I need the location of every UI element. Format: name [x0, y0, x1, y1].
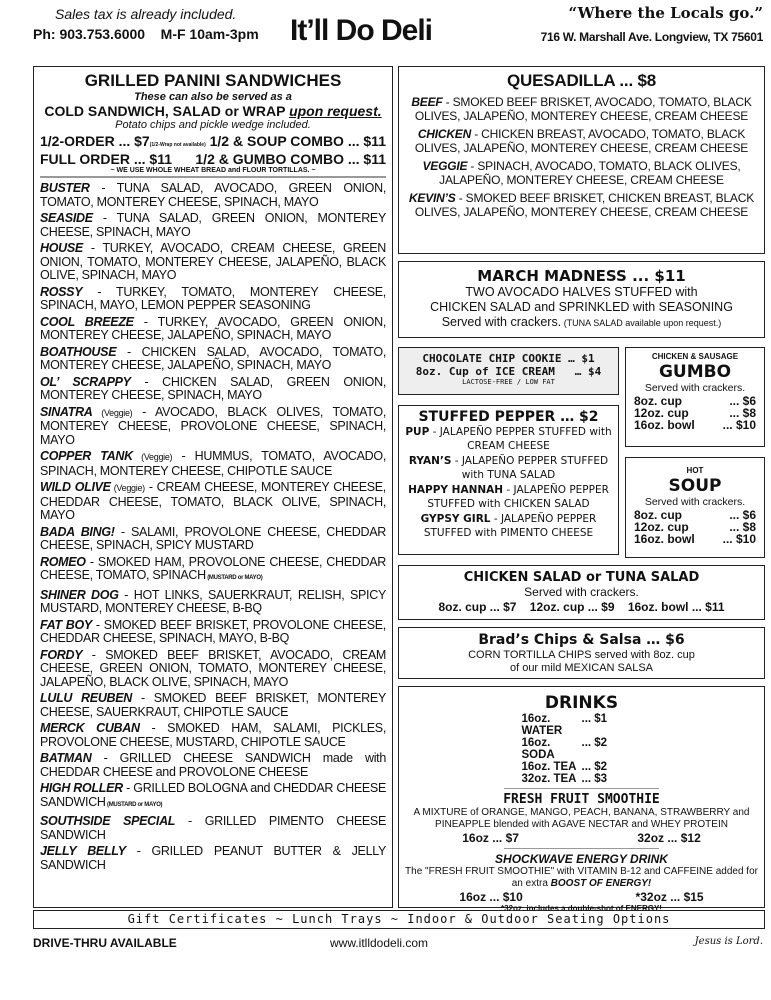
energy-note: *32oz. includes a double-shot of ENERGY! — [501, 904, 662, 913]
served-note: Served with crackers. — [644, 496, 746, 508]
sandwich-item — [40, 526, 386, 553]
item-name: MERCK CUBAN — [40, 721, 140, 735]
smoothie-title: FRESH FRUIT SMOOTHIE — [503, 792, 660, 807]
sandwich-item — [40, 212, 386, 239]
item-name: HOUSE — [40, 241, 83, 255]
march-madness-section — [398, 261, 765, 338]
veggie-tag: (Veggie) — [132, 452, 173, 462]
chips-note: Potato chips and pickle wedge included. — [115, 119, 311, 131]
energy-boost: BOOST OF ENERGY! — [550, 878, 652, 889]
stuffed-pepper-section — [398, 405, 619, 555]
sandwich-item — [40, 406, 386, 448]
drink-price: ... $2 — [581, 737, 608, 749]
item-desc: - CREAM CHEESE, MONTEREY CHEESE, CHEDDAR CHEESE, TOMATO, BLACK OLIVE, SPINACH, MAYO — [40, 480, 386, 522]
item-desc: - SMOKED BEEF BRISKET, AVOCADO, CREAM CHEESE, GREEN ONION, TOMATO, MONTEREY CHEESE, JALAPEÑO, BLACK OLIVE, SPINACH, MAYO — [40, 647, 386, 689]
item-name: SEASIDE — [40, 211, 93, 225]
cold-option — [40, 103, 386, 119]
item-name: FAT BOY — [40, 617, 92, 632]
item-desc: - SMOKED BEEF BRISKET, AVOCADO, TOMATO, BLACK OLIVES, JALAPEÑO, MONTEREY CHEESE, CREAM CHEESE — [414, 95, 752, 123]
services-bar: Gift Certificates ~ Lunch Trays ~ Indoor & Outdoor Seating Options — [33, 910, 765, 929]
item-name: OL’ SCRAPPY — [40, 374, 131, 389]
size-list — [634, 509, 756, 545]
item-desc: - SMOKED BEEF BRISKET, PROVOLONE CHEESE, CHEDDAR CHEESE, SPINACH, MAYO, B-BQ — [40, 617, 386, 645]
section-title: MARCH MADNESS ... $11 — [477, 267, 686, 285]
half-price: 1/2-ORDER ... $7 — [40, 133, 150, 149]
item-name: JELLY BELLY — [40, 844, 126, 858]
sauce-note: (MUSTARD or MAYO) — [105, 801, 163, 808]
item-desc: - SALAMI, PROVOLONE CHEESE, CHEDDAR CHEESE, SPINACH, SPICY MUSTARD — [40, 524, 386, 552]
full-price: FULL ORDER ... $11 — [40, 151, 172, 167]
drive-thru: DRIVE-THRU AVAILABLE — [33, 936, 177, 950]
section-title: GRILLED PANINI SANDWICHES — [84, 71, 342, 90]
pepper-list — [403, 426, 614, 540]
drinks-section — [398, 686, 765, 913]
item-name: CHICKEN — [417, 127, 472, 141]
served-note: Served with crackers. — [644, 382, 746, 394]
website-link[interactable]: www.itlldodeli.com — [330, 936, 429, 950]
item-desc: - CHICKEN BREAST, AVOCADO, TOMATO, BLACK OLIVES, JALAPEÑO, MONTEREY CHEESE, CREAM CHEESE — [414, 127, 749, 155]
smoothie-desc: A MIXTURE of ORANGE, MANGO, PEACH, BANANA, STRAWBERRY and PINEAPPLE blended with AGAVE NECTAR and WHEY PROTEIN — [413, 807, 750, 830]
soup-pre: HOT — [686, 466, 704, 475]
chips-section — [398, 627, 765, 679]
size-price: ... $6 — [729, 508, 756, 522]
drink-price: ... $1 — [581, 713, 608, 725]
soup-combo: 1/2 & SOUP COMBO ... $11 — [209, 133, 386, 149]
quesadilla-item — [403, 159, 760, 187]
hours: M-F 10am-3pm — [160, 26, 259, 42]
item-name: BEEF — [411, 95, 443, 109]
sandwich-item — [40, 182, 386, 209]
desc-line: CHICKEN SALAD and SPRINKLED with SEASONING — [430, 300, 733, 314]
item-desc: - JALAPEÑO PEPPER STUFFED with CHICKEN SALAD — [427, 484, 609, 510]
gumbo-pre: CHICKEN & SAUSAGE — [651, 352, 739, 361]
quesadilla-section — [398, 66, 765, 254]
pepper-item — [403, 484, 614, 511]
item-name: GYPSY GIRL — [420, 513, 491, 525]
item-name: ROMEO — [40, 554, 86, 569]
item-name: COPPER TANK — [40, 449, 133, 463]
veggie-tag: (Veggie) — [110, 483, 145, 493]
divider — [504, 848, 659, 849]
drink-price: ... $2 — [581, 761, 608, 773]
sandwich-item — [40, 556, 386, 586]
item-desc: - TUNA SALAD, GREEN ONION, MONTEREY CHEESE, SPINACH, MAYO — [40, 211, 386, 239]
desc-line: CORN TORTILLA CHIPS served with 8oz. cup — [468, 649, 695, 661]
item-name: LULU REUBEN — [40, 691, 133, 705]
quesadilla-item — [403, 191, 760, 219]
section-title: CHICKEN SALAD or TUNA SALAD — [463, 570, 700, 585]
salad-section — [398, 565, 765, 620]
item-desc: - AVOCADO, BLACK OLIVES, TOMATO, MONTEREY CHEESE, PROVOLONE CHEESE, SPINACH, MAYO — [40, 404, 386, 447]
tagline: “Where the Locals go.” — [568, 4, 763, 22]
section-title: GUMBO — [658, 362, 732, 382]
sandwich-item — [40, 286, 386, 313]
served-note: Served with crackers. — [524, 585, 639, 599]
quesadilla-item — [403, 95, 760, 123]
section-title: DRINKS — [544, 693, 619, 713]
item-desc: - JALAPEÑO PEPPER STUFFED with CREAM CHEESE — [429, 426, 612, 452]
energy-32oz: *32oz ... $15 — [635, 890, 704, 904]
dessert-section — [398, 347, 619, 395]
sandwich-item — [40, 589, 386, 616]
desc-line: TWO AVOCADO HALVES STUFFED with — [465, 285, 698, 299]
sandwich-list — [40, 182, 386, 872]
item-desc: - SMOKED HAM, SALAMI, PICKLES, PROVOLONE CHEESE, MUSTARD, CHIPOTLE SAUCE — [40, 721, 387, 749]
smoothie-32oz: 32oz ... $12 — [637, 831, 701, 845]
sandwich-item — [40, 815, 386, 842]
size-price: ... $10 — [722, 532, 756, 546]
salad-prices: 8oz. cup ... $7 12oz. cup ... $9 16oz. bowl ... $11 — [438, 600, 725, 614]
sandwich-item — [40, 752, 386, 779]
panini-section — [33, 66, 393, 908]
size-label: 12oz. cup — [634, 520, 689, 534]
size-label: 8oz. cup — [634, 394, 683, 408]
item-desc: - HUMMUS, TOMATO, AVOCADO, SPINACH, MONTEREY CHEESE, CHIPOTLE SAUCE — [40, 449, 386, 478]
item-desc: - CHICKEN SALAD, AVOCADO, TOMATO, MONTEREY CHEESE, JALAPEÑO, SPINACH, MAYO — [40, 344, 386, 372]
item-name: HIGH ROLLER — [40, 781, 123, 795]
veggie-tag: (Veggie) — [92, 407, 133, 418]
size-price: ... $6 — [729, 394, 756, 408]
size-price: ... $10 — [722, 418, 756, 432]
smoothie-16oz: 16oz ... $7 — [462, 831, 519, 845]
sandwich-item — [40, 782, 386, 812]
price-row — [40, 133, 386, 149]
quesadilla-list — [403, 95, 760, 219]
section-title: STUFFED PEPPER … $2 — [418, 409, 599, 425]
sandwich-item — [40, 450, 386, 478]
item-desc: - GRILLED BOLOGNA and CHEDDAR CHEESE SANDWICH — [40, 781, 386, 809]
cookie-price: CHOCOLATE CHIP COOKIE … $1 — [422, 352, 595, 365]
size-label: 8oz. cup — [634, 508, 683, 522]
energy-16oz: 16oz ... $10 — [459, 890, 523, 904]
sandwich-item — [40, 481, 386, 523]
item-name: BATMAN — [40, 751, 92, 765]
cold-text: COLD SANDWICH, SALAD or WRAP — [44, 103, 286, 119]
item-name: BADA BING! — [40, 524, 115, 539]
size-label: 16oz. bowl — [634, 418, 695, 432]
item-name: HAPPY HANNAH — [408, 484, 504, 496]
item-desc: - JALAPEÑO PEPPER STUFFED with PIMENTO CHEESE — [423, 513, 597, 539]
size-label: 12oz. cup — [634, 406, 689, 420]
item-desc: - TURKEY, AVOCADO, CREAM CHEESE, GREEN ONION, TOMATO, MONTEREY CHEESE, JALAPEÑO, BLACK OLIVE, SPINACH, MAYO — [40, 241, 386, 282]
size-row — [634, 533, 756, 545]
item-name: SOUTHSIDE SPECIAL — [40, 814, 176, 828]
ice-cream-price: 8oz. Cup of ICE CREAM … $4 — [415, 365, 602, 378]
section-title: SOUP — [668, 476, 722, 496]
ice-cream-note: LACTOSE-FREE / LOW FAT — [462, 378, 555, 386]
drink-name: 16oz. SODA — [521, 737, 555, 761]
sandwich-item — [40, 242, 386, 283]
quesadilla-item — [403, 127, 760, 155]
size-list — [634, 395, 756, 431]
sandwich-item — [40, 722, 386, 749]
energy-desc: The "FRESH FRUIT SMOOTHIE" with VITAMIN B-12 and CAFFEINE added for an extra — [405, 866, 758, 889]
sandwich-item — [40, 845, 386, 872]
sandwich-item — [40, 376, 386, 403]
item-name: WILD OLIVE — [40, 480, 111, 494]
jesus-is-lord: Jesus is Lord. — [694, 936, 763, 947]
soup-section — [625, 457, 765, 558]
size-price: ... $8 — [729, 520, 756, 534]
section-title: Brad’s Chips & Salsa … $6 — [478, 632, 685, 648]
drink-name: 32oz. TEA — [521, 773, 577, 785]
item-desc: - TUNA SALAD, AVOCADO, GREEN ONION, TOMATO, MONTEREY CHEESE, SPINACH, MAYO — [40, 181, 386, 209]
item-desc: - TURKEY, AVOCADO, GREEN ONION, MONTEREY CHEESE, JALAPEÑO, SPINACH, MAYO — [40, 314, 387, 342]
item-desc: - SMOKED BEEF BRISKET, MONTEREY CHEESE, SAUERKRAUT, CHIPOTLE SAUCE — [40, 691, 386, 719]
phone: Ph: 903.753.6000 — [33, 26, 146, 42]
item-desc: - TURKEY, TOMATO, MONTEREY CHEESE, SPINACH, MAYO, LEMON PEPPER SEASONING — [40, 284, 386, 312]
item-name: SHINER DOG — [40, 587, 119, 602]
divider — [504, 788, 659, 789]
gumbo-section — [625, 347, 765, 447]
drink-name: 16oz. WATER — [521, 713, 563, 737]
item-desc: - GRILLED PIMENTO CHEESE SANDWICH — [40, 814, 387, 842]
gumbo-combo: 1/2 & GUMBO COMBO ... $11 — [195, 151, 386, 167]
pepper-item — [403, 513, 614, 540]
item-name: ROSSY — [40, 284, 83, 299]
sandwich-item — [40, 649, 386, 690]
item-name: COOL BREEZE — [40, 314, 134, 329]
subtitle: These can also be served as a — [134, 91, 292, 103]
half-note: (1/2-Wrap not available) — [149, 142, 206, 148]
item-name: SINATRA — [40, 404, 93, 419]
pepper-item — [403, 455, 614, 482]
item-desc: - GRILLED PEANUT BUTTER & JELLY SANDWICH — [40, 844, 387, 872]
size-label: 16oz. bowl — [634, 532, 695, 546]
size-row — [634, 419, 756, 431]
bread-note: ~ WE USE WHOLE WHEAT BREAD and FLOUR TORTILLAS. ~ — [40, 167, 386, 178]
item-name: BUSTER — [40, 181, 90, 195]
item-name: VEGGIE — [422, 159, 468, 173]
sandwich-item — [40, 346, 386, 373]
sandwich-item — [40, 619, 386, 646]
item-desc: - SMOKED BEEF BRISKET, CHICKEN BREAST, BLACK OLIVES, JALAPEÑO, MONTEREY CHEESE, CREAM CHEESE — [414, 191, 755, 219]
item-desc: - SMOKED HAM, PROVOLONE CHEESE, CHEDDAR CHEESE, TOMATO, SPINACH — [40, 554, 386, 582]
item-desc: - HOT LINKS, SAUERKRAUT, RELISH, SPICY MUSTARD, MONTEREY CHEESE, B-BQ — [40, 587, 386, 615]
upon-request: upon request. — [289, 103, 382, 119]
desc-line: Served with crackers. — [441, 315, 562, 329]
item-desc: - SPINACH, AVOCADO, TOMATO, BLACK OLIVES, JALAPEÑO, MONTEREY CHEESE, CREAM CHEESE — [439, 159, 741, 187]
page-title: It’ll Do Deli — [290, 14, 433, 47]
tuna-note: (TUNA SALAD available upon request.) — [561, 318, 722, 328]
energy-title: SHOCKWAVE ENERGY DRINK — [495, 852, 668, 866]
drink-list — [522, 713, 642, 785]
tax-note: Sales tax is already included. — [55, 6, 237, 22]
drink-price: ... $3 — [581, 773, 608, 785]
item-desc: - JALAPEÑO PEPPER STUFFED with TUNA SALAD — [451, 455, 609, 481]
sauce-note: (MUSTARD or MAYO) — [205, 575, 263, 581]
size-price: ... $8 — [729, 406, 756, 420]
drink-name: 16oz. TEA — [521, 761, 577, 773]
item-name: RYAN’S — [408, 455, 452, 467]
address: 716 W. Marshall Ave. Longview, TX 75601 — [540, 30, 763, 44]
item-desc: - GRILLED CHEESE SANDWICH made with CHEDDAR CHEESE and PROVOLONE CHEESE — [40, 751, 386, 779]
phone-hours — [33, 26, 259, 42]
item-desc: - CHICKEN SALAD, GREEN ONION, MONTEREY CHEESE, SPINACH, MAYO — [40, 374, 386, 402]
item-name: PUP — [405, 426, 430, 438]
price-row — [40, 151, 386, 167]
item-name: KEVIN’S — [408, 191, 456, 205]
sandwich-item — [40, 692, 386, 719]
item-name: FORDY — [40, 647, 83, 662]
section-title: QUESADILLA ... $8 — [507, 71, 656, 90]
desc-line: of our mild MEXICAN SALSA — [509, 662, 654, 674]
item-name: BOATHOUSE — [40, 344, 117, 359]
pepper-item — [403, 426, 614, 453]
sandwich-item — [40, 316, 386, 343]
